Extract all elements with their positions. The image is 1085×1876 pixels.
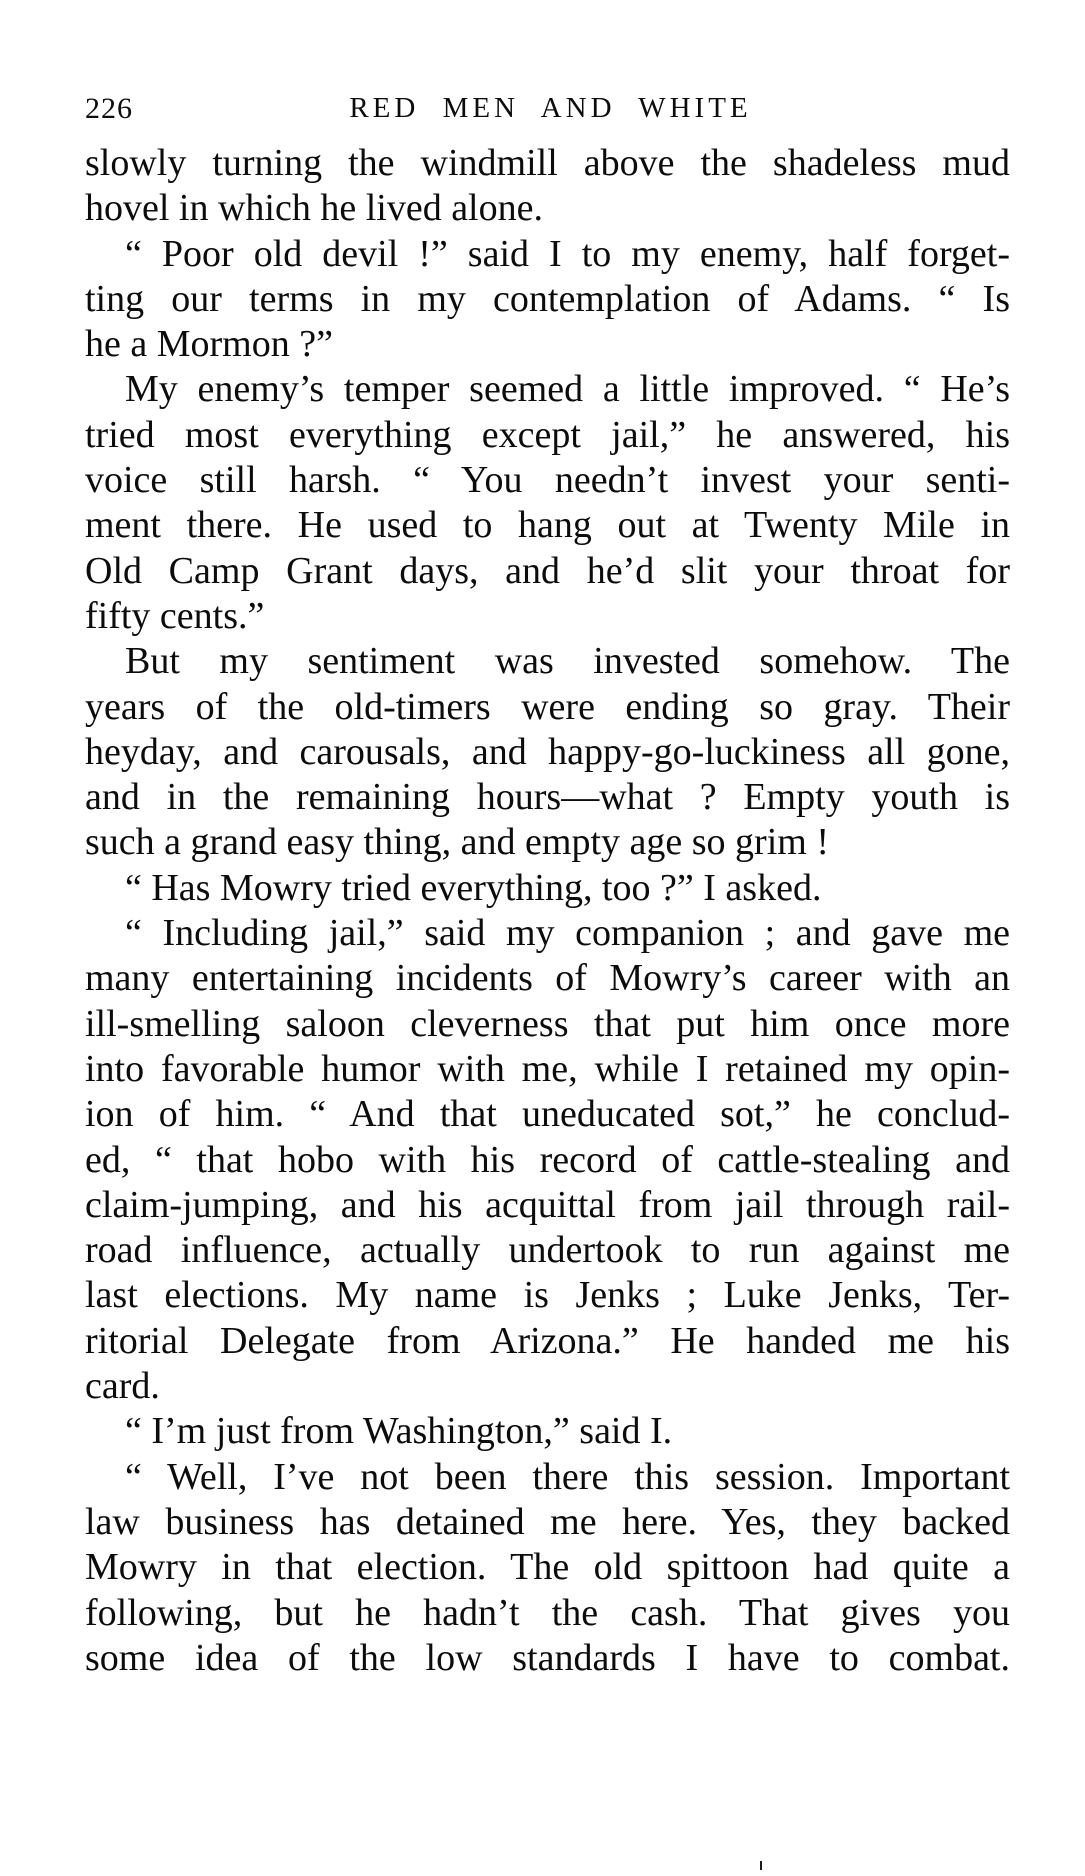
text-line: ting our terms in my contemplation of Adams. “ Is xyxy=(85,277,1010,320)
text-line: slowly turning the windmill above the shadeless mud xyxy=(85,142,1010,184)
text-line: he a Mormon ?” xyxy=(85,323,333,366)
text-line: “ Including jail,” said my companion ; and gave me xyxy=(125,912,1010,955)
text-line: heyday, and carousals, and happy-go-luckiness all gone, xyxy=(85,730,1010,773)
text-line: ritorial Delegate from Arizona.” He handed me his xyxy=(85,1319,1010,1362)
scan-artifact xyxy=(760,1861,762,1870)
text-line: My enemy’s temper seemed a little improved. “ He’s xyxy=(125,368,1010,411)
page-body xyxy=(85,141,1010,1681)
text-line: ion of him. “ And that uneducated sot,” he conclud- xyxy=(85,1093,1010,1136)
text-line: “ I’m just from Washington,” said I. xyxy=(125,1410,673,1453)
text-line: Old Camp Grant days, and he’d slit your throat for xyxy=(85,549,1010,592)
text-line: tried most everything except jail,” he answered, his xyxy=(85,413,1010,456)
text-line: years of the old-timers were ending so gray. Their xyxy=(85,685,1010,728)
text-line: last elections. My name is Jenks ; Luke Jenks, Ter- xyxy=(85,1274,1010,1317)
text-line: such a grand easy thing, and empty age so grim ! xyxy=(85,821,829,864)
text-line: ed, “ that hobo with his record of cattle-stealing and xyxy=(85,1138,1010,1181)
text-line: following, but he hadn’t the cash. That gives you xyxy=(85,1591,1010,1634)
text-line: road influence, actually undertook to run against me xyxy=(85,1229,1010,1272)
running-header: RED MEN AND WHITE xyxy=(349,92,752,124)
text-line: fifty cents.” xyxy=(85,594,265,637)
text-line: ill-smelling saloon cleverness that put him once more xyxy=(85,1002,1010,1045)
text-line: some idea of the low standards I have to combat. xyxy=(85,1636,1010,1679)
text-line: But my sentiment was invested somehow. The xyxy=(125,640,1010,683)
text-line: ment there. He used to hang out at Twenty Mile in xyxy=(85,504,1010,547)
text-line: into favorable humor with me, while I retained my opin- xyxy=(85,1047,1010,1090)
text-line: “ Has Mowry tried everything, too ?” I asked. xyxy=(125,866,822,909)
text-line: many entertaining incidents of Mowry’s career with an xyxy=(85,957,1010,1000)
text-line: “ Well, I’ve not been there this session. Important xyxy=(125,1455,1010,1498)
text-line: and in the remaining hours—what ? Empty youth is xyxy=(85,776,1010,819)
text-line: “ Poor old devil !” said I to my enemy, half forget- xyxy=(125,232,1010,275)
text-line: hovel in which he lived alone. xyxy=(85,187,543,230)
text-line: claim-jumping, and his acquittal from jail through rail- xyxy=(85,1183,1010,1226)
page-number: 226 xyxy=(85,92,133,125)
text-line: card. xyxy=(85,1365,160,1408)
text-line: law business has detained me here. Yes, they backed xyxy=(85,1500,1010,1543)
text-line: Mowry in that election. The old spittoon had quite a xyxy=(85,1546,1010,1589)
text-line: voice still harsh. “ You needn’t invest your senti- xyxy=(85,459,1010,502)
